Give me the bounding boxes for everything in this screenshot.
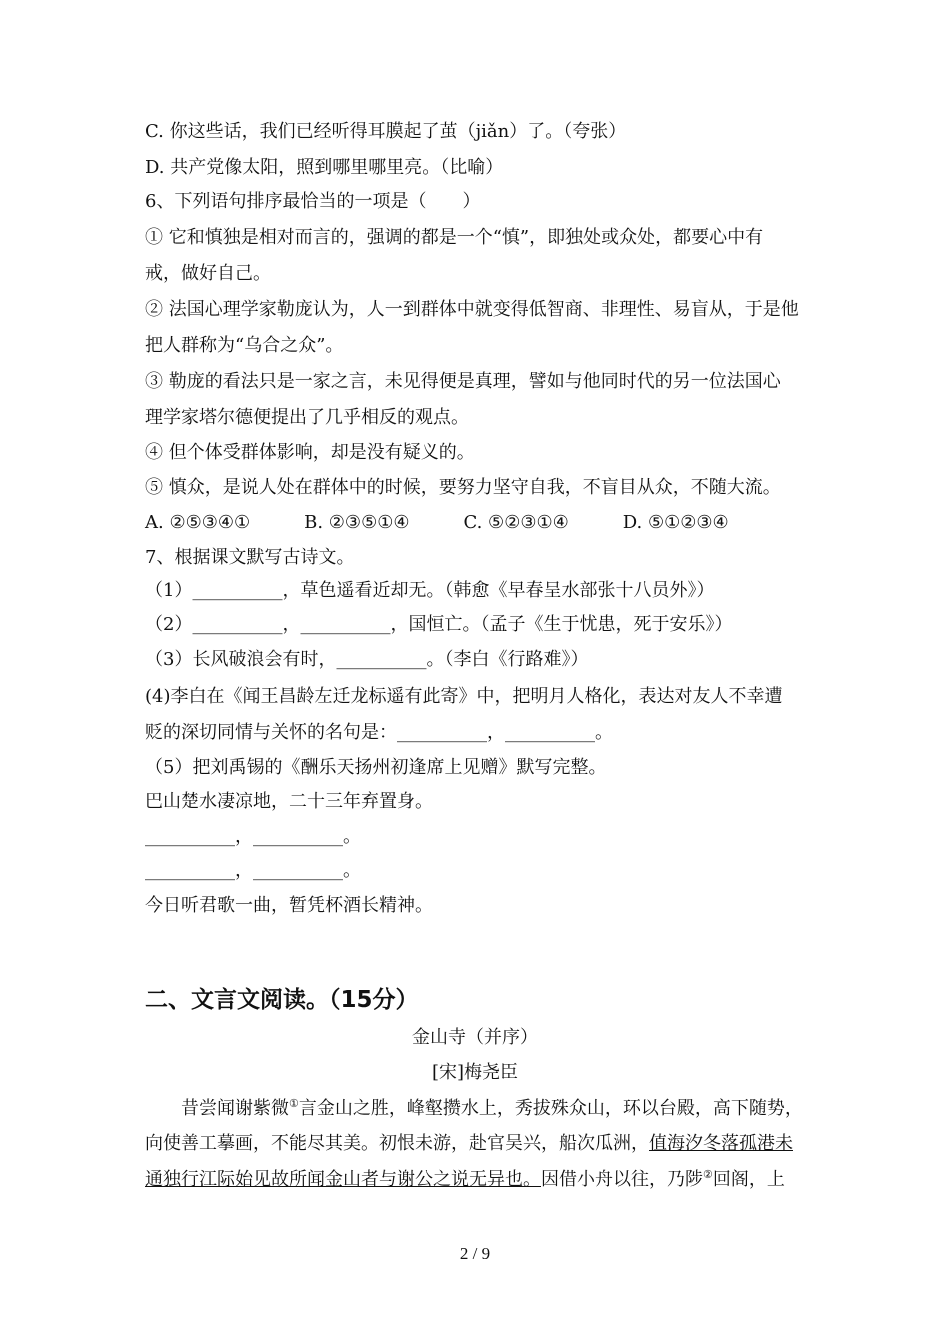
page-number: 2 / 9 — [459, 1244, 491, 1263]
sentence-5: ⑤ 慎众，是说人处在群体中的时候，要努力坚守自我，不盲目从众，不随大流。 — [145, 477, 781, 498]
sentence-1-cont: 戒，做好自己。 — [145, 263, 271, 284]
passage-line-3 — [145, 1167, 785, 1193]
footnote-marker: ② — [703, 1168, 713, 1181]
sentence-3-cont: 理学家塔尔德便提出了几乎相反的观点。 — [145, 407, 469, 428]
item-4-cont: 贬的深切同情与关怀的名句是：__________，__________。 — [145, 722, 613, 743]
question-6: 6、下列语句排序最恰当的一项是（ ） — [145, 191, 481, 212]
sentence-3: ③ 勒庞的看法只是一家之言，未见得便是真理，譬如与他同时代的另一位法国心 — [145, 371, 781, 392]
item-5: （5）把刘禹锡的《酬乐天扬州初逢席上见赠》默写完整。 — [145, 757, 607, 778]
poem-blank-2: __________，__________。 — [145, 860, 361, 881]
sentence-2-cont: 把人群称为“乌合之众”。 — [145, 335, 344, 356]
option-c-line: C. 你这些话，我们已经听得耳膜起了茧（jiǎn）了。（夸张） — [145, 121, 627, 142]
item-4: (4)李白在《闻王昌龄左迁龙标遥有此寄》中，把明月人格化，表达对友人不幸遭 — [145, 686, 783, 707]
underlined-sentence: 通独行江际始见故所闻金山者与谢公之说无异也。 — [145, 1169, 541, 1190]
sentence-1: ① 它和慎独是相对而言的，强调的都是一个“慎”，即独处或众处，都要心中有 — [145, 227, 764, 248]
passage-line-1 — [181, 1096, 803, 1122]
poem-line-1: 巴山楚水凄凉地，二十三年弃置身。 — [145, 791, 433, 812]
answer-options: A. ②⑤③④① B. ②③⑤①④ C. ⑤②③①④ D. ⑤①②③④ — [145, 512, 729, 533]
poem-line-4: 今日听君歌一曲，暂凭杯酒长精神。 — [145, 895, 433, 916]
passage-text: 昔尝闻谢紫微 — [181, 1098, 289, 1119]
item-2: （2）__________，__________，国恒亡。（孟子《生于忧患，死于安乐》） — [145, 614, 733, 635]
section-heading: 二、文言文阅读。（15分） — [145, 987, 419, 1013]
question-7: 7、根据课文默写古诗文。 — [145, 547, 355, 568]
passage-text: 言金山之胜，峰壑攒水上，秀拔殊众山，环以台殿，高下随势， — [298, 1098, 803, 1119]
poem-author: [宋]梅尧臣 — [431, 1062, 519, 1083]
item-1: （1）__________，草色遥看近却无。（韩愈《早春呈水部张十八员外》） — [145, 580, 715, 601]
poem-blank-1: __________，__________。 — [145, 826, 361, 847]
passage-text: 因借小舟以往，乃陟 — [541, 1169, 703, 1190]
passage-text: 回阁，上 — [712, 1169, 785, 1190]
passage-text: 向使善工摹画，不能尽其美。初恨未游，赴官吴兴，船次瓜洲， — [145, 1133, 649, 1154]
passage-line-2 — [145, 1131, 793, 1157]
sentence-4: ④ 但个体受群体影响，却是没有疑义的。 — [145, 442, 475, 463]
item-3: （3）长风破浪会有时，__________。（李白《行路难》） — [145, 649, 589, 670]
footnote-marker: ① — [289, 1097, 299, 1110]
option-d-line: D. 共产党像太阳，照到哪里哪里亮。（比喻） — [145, 157, 504, 178]
sentence-2: ② 法国心理学家勒庞认为，人一到群体中就变得低智商、非理性、易盲从，于是他 — [145, 299, 799, 320]
poem-title: 金山寺（并序） — [412, 1027, 538, 1048]
underlined-sentence: 值海汐冬落孤港未 — [649, 1133, 793, 1154]
